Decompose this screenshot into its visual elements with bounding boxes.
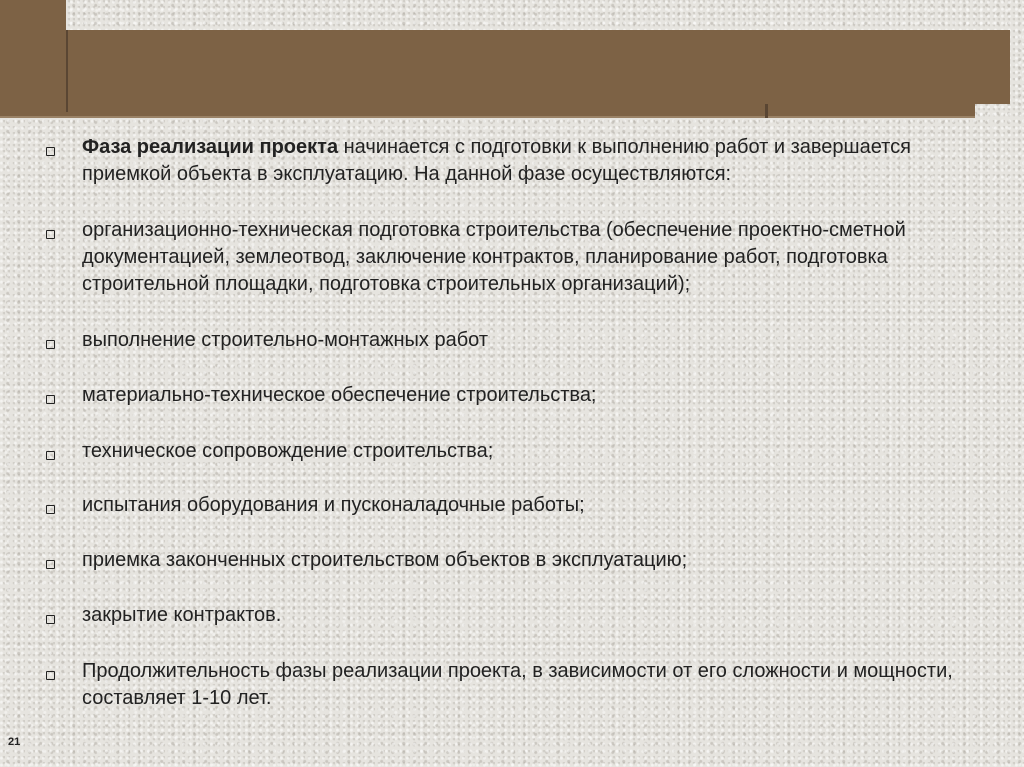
list-item [45,547,687,574]
list-item-text: техническое сопровождение строительства; [82,440,494,462]
list-item [45,602,281,629]
list-item-text: Продолжительность фазы реализации проекта, в зависимости от его сложности и мощности, составляет 1-10 лет. [82,660,953,709]
list-item [45,658,975,712]
list-item-text: закрытие контрактов. [82,604,282,626]
list-item-bold-lead: Фаза реализации проекта [82,136,339,158]
square-bullet-icon [46,671,55,680]
list-item-text: приемка законченных строительством объектов в эксплуатацию; [82,549,688,571]
banner-underline-highlight [0,116,975,118]
list-item [45,492,585,519]
slide-number: 21 [8,736,21,748]
list-item [45,134,975,188]
list-item-text: испытания оборудования и пусконаладочные работы; [82,494,585,516]
list-item-text [82,134,975,188]
square-bullet-icon [46,395,55,404]
list-item-text: выполнение строительно-монтажных работ [82,329,489,351]
list-item [45,438,493,465]
list-item-text: организационно-техническая подготовка строительства (обеспечение проектно-сметной документацией, землеотвод, заключение контрактов, планирование работ, подготовка строительной площадки, подготовка строительных организаций); [82,219,906,295]
square-bullet-icon [46,230,55,239]
list-item-text-body: начинается с подготовки к выполнению работ и завершается приемкой объекта в эксплуатацию. На данной фазе осуществляются: [82,136,911,185]
banner-divider-right [765,104,768,118]
list-item [45,217,975,298]
square-bullet-icon [46,451,55,460]
square-bullet-icon [46,560,55,569]
list-item-text: материально-техническое обеспечение строительства; [82,384,597,406]
square-bullet-icon [46,505,55,514]
square-bullet-icon [46,340,55,349]
list-item [45,327,488,354]
banner-divider-left [66,30,68,112]
title-banner [0,30,1010,104]
list-item [45,382,597,409]
square-bullet-icon [46,615,55,624]
square-bullet-icon [46,147,55,156]
